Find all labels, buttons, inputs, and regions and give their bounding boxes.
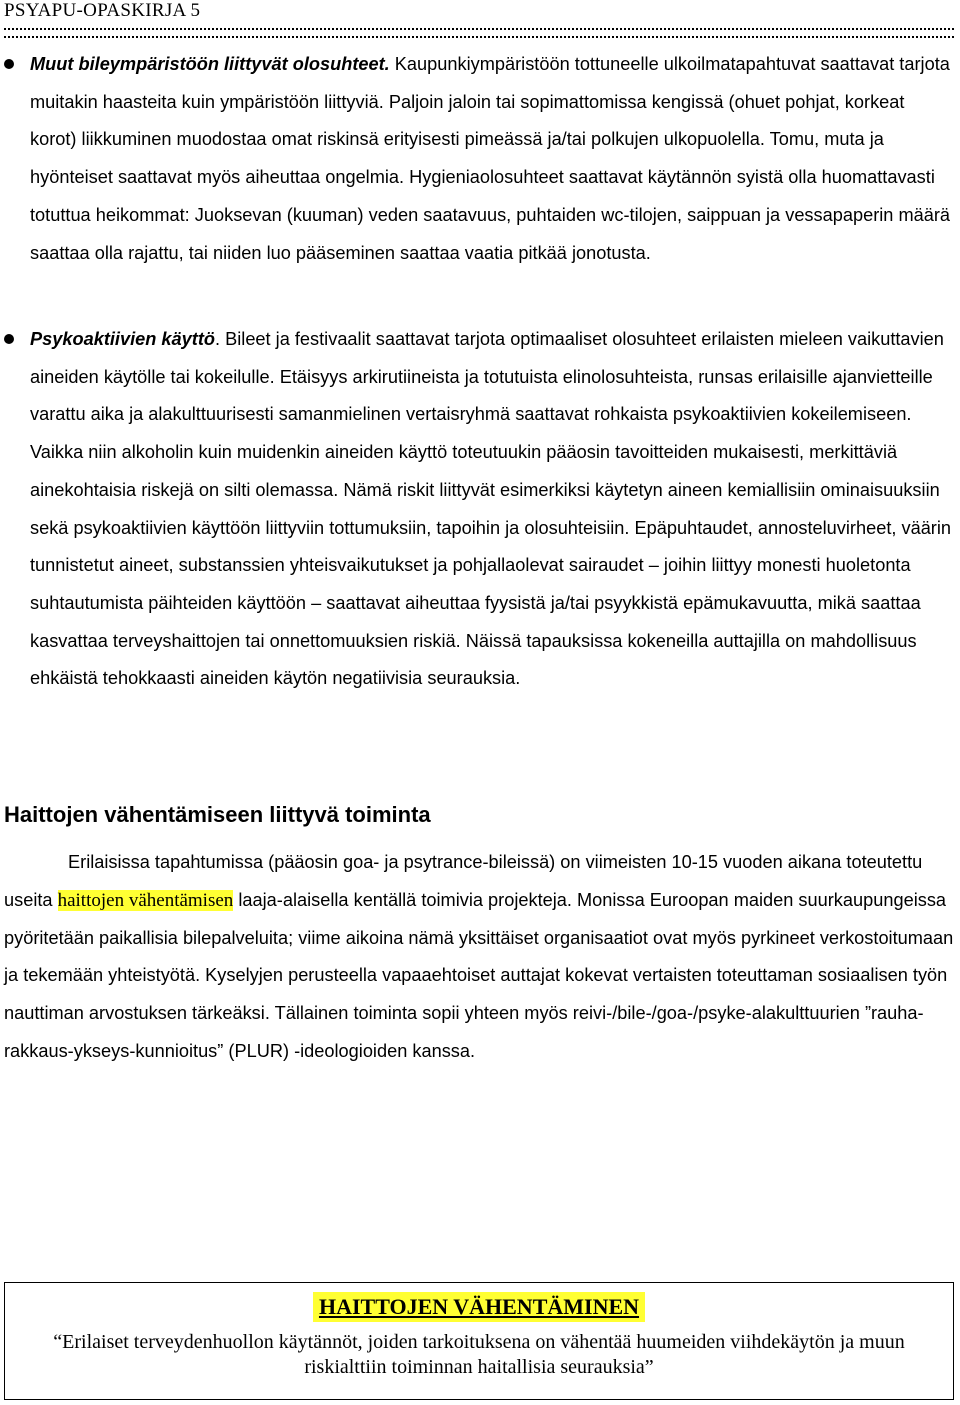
bullet-environment — [4, 46, 954, 272]
section-paragraph — [4, 844, 954, 1071]
bullet-psychoactives — [4, 321, 954, 698]
callout-title: HAITTOJEN VÄHENTÄMINEN — [313, 1292, 645, 1322]
header-divider — [4, 28, 954, 38]
highlighted-term: haittojen vähentämisen — [57, 889, 234, 911]
bullet-dot-icon — [4, 334, 14, 344]
bullet-lead: Muut bileympäristöön liittyvät olosuhteet. — [30, 54, 390, 74]
bullet-lead: Psykoaktiivien käyttö — [30, 329, 215, 349]
bullet-text: Kaupunkiympäristöön tottuneelle ulkoilmatapahtuvat saattavat tarjota muitakin haasteita kuin ympäristöön liittyviä. Paljoin jaloin tai sopimattomissa kengissä (ohuet pohjat, korkeat korot) liikkuminen muodostaa omat riskinsä erityisesti pimeässä ja/tai polkujen ulkopuolella. Tomu, muta ja hyönteiset saattavat myös aiheuttaa ongelmia. Hygieniaolosuhteet saattavat käytännön syistä olla huomattavasti totuttua heikommat: Juoksevan (kuuman) veden saatavuus, puhtaiden wc-tilojen, saippuan ja vessapaperin määrä saattaa olla rajattu, tai niiden luo pääseminen saattaa vaatia pitkää jonotusta. — [30, 54, 951, 263]
definition-callout-box — [4, 1282, 954, 1400]
paragraph-text-before: Erilaisissa tapahtumissa (pääosin goa- ja psytrance-bileissä) on viimeisten 10-15 vuoden aikana toteutettu useita — [4, 852, 923, 910]
bullet-item — [4, 321, 954, 698]
section-heading: Haittojen vähentämiseen liittyvä toiminta — [4, 802, 431, 827]
bullet-item — [4, 46, 954, 272]
paragraph-text-after: laaja-alaisella kentällä toimivia projekteja. Monissa Euroopan maiden suurkaupungeissa pyöritetään paikallisia bilepalveluita; viime aikoina nämä yksittäiset organisaatiot ovat myös pyrkineet verkostoitumaan ja tekemään yhteistyötä. Kyselyjen perusteella vapaaehtoiset auttajat kokevat vertaisten toteuttaman sosiaalisen työn nauttiman arvostuksen tärkeäksi. Tällainen toiminta sopii yhteen myös reivi-/bile-/goa-/psyke-alakulttuurien ”rauha-rakkaus-ykseys-kunnioitus” (PLUR) -ideologioiden kanssa. — [4, 889, 954, 1061]
bullet-text: . Bileet ja festivaalit saattavat tarjota optimaaliset olosuhteet erilaisten mieleen vaikuttavien aineiden käytölle tai kokeilulle. Etäisyys arkirutiineista ja totutuista elinolosuhteista, runsas erilaisille ajanvietteille varattu aika ja alakulttuurisesti samanmielinen vertaisryhmä saattavat rohkaista psykoaktiivien kokeilemiseen. Vaikka niin alkoholin kuin muidenkin aineiden käyttö toteutuukin pääosin tavoitteiden mukaisesti, merkittäviä ainekohtaisia riskejä on silti olemassa. Nämä riskit liittyvät esimerkiksi käytetyn aineen kemiallisiin ominaisuuksiin sekä psykoaktiivien käyttöön liittyviin tottumuksiin, tapoihin ja olosuhteisiin. Epäpuhtaudet, annosteluvirheet, väärin tunnistetut aineet, substanssien yhteisvaikutukset ja pohjallaolevat sairaudet – joihin liittyy monesti huoletonta suhtautumista päihteiden käyttöön – saattavat aiheuttaa fyysistä ja/tai psyykkistä epämukavuutta, mikä saattaa kasvattaa terveyshaittojen tai onnettomuuksien riskiä. Näissä tapauksissa kokeneilla auttajilla on mahdollisuus ehkäistä tehokkaasti aineiden käytön negatiivisia seurauksia. — [30, 329, 952, 689]
page-header-title: PSYAPU-OPASKIRJA 5 — [4, 0, 201, 21]
callout-quote: “Erilaiset terveydenhuollon käytännöt, joiden tarkoituksena on vähentää huumeiden viihdekäytön ja muun riskialttiin toiminnan haitallisia seurauksia” — [53, 1331, 905, 1378]
bullet-dot-icon — [4, 59, 14, 69]
